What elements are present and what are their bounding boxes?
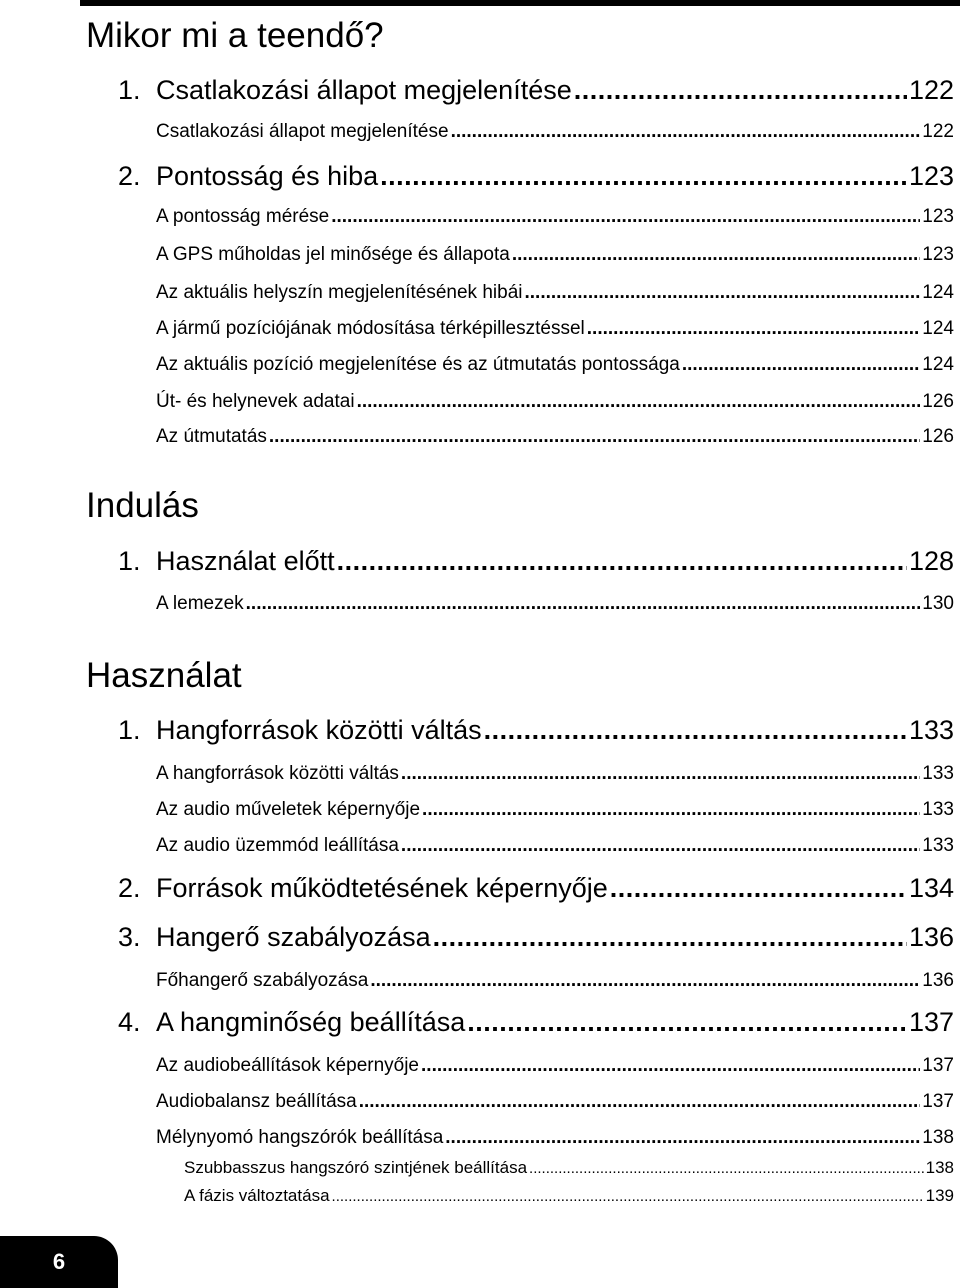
dot-leader: [359, 1090, 921, 1114]
entry-page-number: 133: [922, 799, 954, 820]
entry-page-number: 128: [908, 546, 954, 576]
entry-page-number: 138: [922, 1127, 954, 1148]
entry-page-number: 134: [908, 873, 954, 903]
toc-entry-level-2[interactable]: [156, 834, 954, 858]
entry-page-number: 126: [922, 391, 954, 412]
dot-leader: [331, 205, 920, 229]
dot-leader: [484, 714, 907, 746]
entry-label: Használat előtt: [156, 546, 335, 576]
toc-entry-level-2[interactable]: [156, 120, 954, 144]
entry-page-number: 123: [908, 161, 954, 191]
entry-label: Források működtetésének képernyője: [156, 873, 608, 903]
entry-label: A lemezek: [156, 593, 244, 614]
entry-label: Szubbasszus hangszóró szintjének beállítása: [184, 1158, 528, 1177]
entry-label: Hangforrások közötti váltás: [156, 715, 482, 745]
toc-entry-level-2[interactable]: [156, 205, 954, 229]
dot-leader: [422, 798, 920, 822]
entry-label: Csatlakozási állapot megjelenítése: [156, 75, 572, 105]
entry-page-number: 126: [922, 426, 954, 447]
dot-leader: [445, 1126, 920, 1150]
entry-label: Hangerő szabályozása: [156, 922, 431, 952]
entry-label: Mélynyomó hangszórók beállítása: [156, 1127, 444, 1148]
chapter-number: 1.: [118, 715, 141, 745]
entry-label: Csatlakozási állapot megjelenítése: [156, 121, 449, 142]
toc-entry-level-2[interactable]: [156, 1090, 954, 1114]
entry-page-number: 137: [922, 1091, 954, 1112]
entry-label: Az audio műveletek képernyője: [156, 799, 421, 820]
toc-entry-level-2[interactable]: [156, 353, 954, 377]
chapter-number: 4.: [118, 1007, 141, 1037]
toc-entry-level-3[interactable]: [184, 1157, 954, 1180]
entry-label: Az aktuális pozíció megjelenítése és az útmutatás pontossága: [156, 354, 680, 375]
entry-page-number: 133: [908, 715, 954, 745]
dot-leader: [332, 1186, 924, 1208]
dot-leader: [524, 281, 920, 305]
dot-leader: [529, 1158, 924, 1180]
entry-page-number: 136: [922, 970, 954, 991]
toc-entry-level-1[interactable]: [118, 921, 954, 953]
chapter-number: 2.: [118, 161, 141, 191]
toc-entry-level-2[interactable]: [156, 762, 954, 786]
entry-label: A GPS műholdas jel minősége és állapota: [156, 244, 510, 265]
dot-leader: [512, 243, 920, 267]
toc-entry-level-2[interactable]: [156, 1054, 954, 1078]
dot-leader: [370, 969, 920, 993]
entry-label: A hangminőség beállítása: [156, 1007, 466, 1037]
toc-entry-level-2[interactable]: [156, 798, 954, 822]
dot-leader: [587, 317, 921, 341]
toc-entry-level-2[interactable]: [156, 390, 954, 414]
dot-leader: [433, 921, 907, 953]
toc-entry-level-1[interactable]: [118, 1006, 954, 1038]
entry-page-number: 123: [922, 244, 954, 265]
entry-label: A fázis változtatása: [184, 1186, 330, 1205]
entry-label: Audiobalansz beállítása: [156, 1091, 357, 1112]
toc-entry-level-1[interactable]: [118, 545, 954, 577]
dot-leader: [401, 762, 920, 786]
dot-leader: [401, 834, 920, 858]
chapter-number: 2.: [118, 873, 141, 903]
toc-entry-level-2[interactable]: [156, 281, 954, 305]
entry-page-number: 124: [922, 354, 954, 375]
dot-leader: [574, 74, 907, 106]
chapter-number: 1.: [118, 75, 141, 105]
entry-label: Főhangerő szabályozása: [156, 970, 369, 991]
toc-entry-level-2[interactable]: [156, 969, 954, 993]
dot-leader: [337, 545, 907, 577]
page-number: 6: [52, 1249, 66, 1274]
entry-label: Út- és helynevek adatai: [156, 391, 355, 412]
dot-leader: [380, 160, 907, 192]
entry-label: A pontosság mérése: [156, 206, 330, 227]
entry-page-number: 139: [925, 1186, 954, 1205]
entry-label: Az audiobeállítások képernyője: [156, 1055, 420, 1076]
chapter-number: 3.: [118, 922, 141, 952]
dot-leader: [451, 120, 921, 144]
toc-entry-level-1[interactable]: [118, 872, 954, 904]
entry-label: A hangforrások közötti váltás: [156, 763, 399, 784]
section-title: Indulás: [86, 486, 199, 525]
entry-page-number: 124: [922, 282, 954, 303]
toc-entry-level-2[interactable]: [156, 425, 954, 449]
entry-page-number: 137: [908, 1007, 954, 1037]
dot-leader: [269, 425, 920, 449]
dot-leader: [357, 390, 921, 414]
toc-entry-level-1[interactable]: [118, 74, 954, 106]
toc-entry-level-3[interactable]: [184, 1185, 954, 1208]
toc-entry-level-2[interactable]: [156, 592, 954, 616]
dot-leader: [610, 872, 907, 904]
entry-page-number: 122: [922, 121, 954, 142]
entry-page-number: 124: [922, 318, 954, 339]
entry-page-number: 123: [922, 206, 954, 227]
entry-page-number: 122: [908, 75, 954, 105]
toc-entry-level-2[interactable]: [156, 243, 954, 267]
section-title: Használat: [86, 656, 242, 695]
dot-leader: [246, 592, 921, 616]
dot-leader: [467, 1006, 907, 1038]
toc-entry-level-1[interactable]: [118, 160, 954, 192]
section-title: Mikor mi a teendő?: [86, 16, 384, 55]
dot-leader: [682, 353, 920, 377]
entry-label: Az aktuális helyszín megjelenítésének hibái: [156, 282, 523, 303]
entry-page-number: 130: [922, 593, 954, 614]
toc-entry-level-2[interactable]: [156, 317, 954, 341]
chapter-number: 1.: [118, 546, 141, 576]
entry-label: Az útmutatás: [156, 426, 267, 447]
entry-page-number: 136: [908, 922, 954, 952]
entry-label: A jármű pozíciójának módosítása térképillesztéssel: [156, 318, 585, 339]
toc-entry-level-1[interactable]: [118, 714, 954, 746]
entry-page-number: 133: [922, 835, 954, 856]
toc-entry-level-2[interactable]: [156, 1126, 954, 1150]
entry-page-number: 133: [922, 763, 954, 784]
entry-label: Az audio üzemmód leállítása: [156, 835, 399, 856]
dot-leader: [421, 1054, 920, 1078]
entry-page-number: 137: [922, 1055, 954, 1076]
entry-label: Pontosság és hiba: [156, 161, 379, 191]
entry-page-number: 138: [925, 1158, 954, 1177]
top-rule: [80, 0, 960, 6]
